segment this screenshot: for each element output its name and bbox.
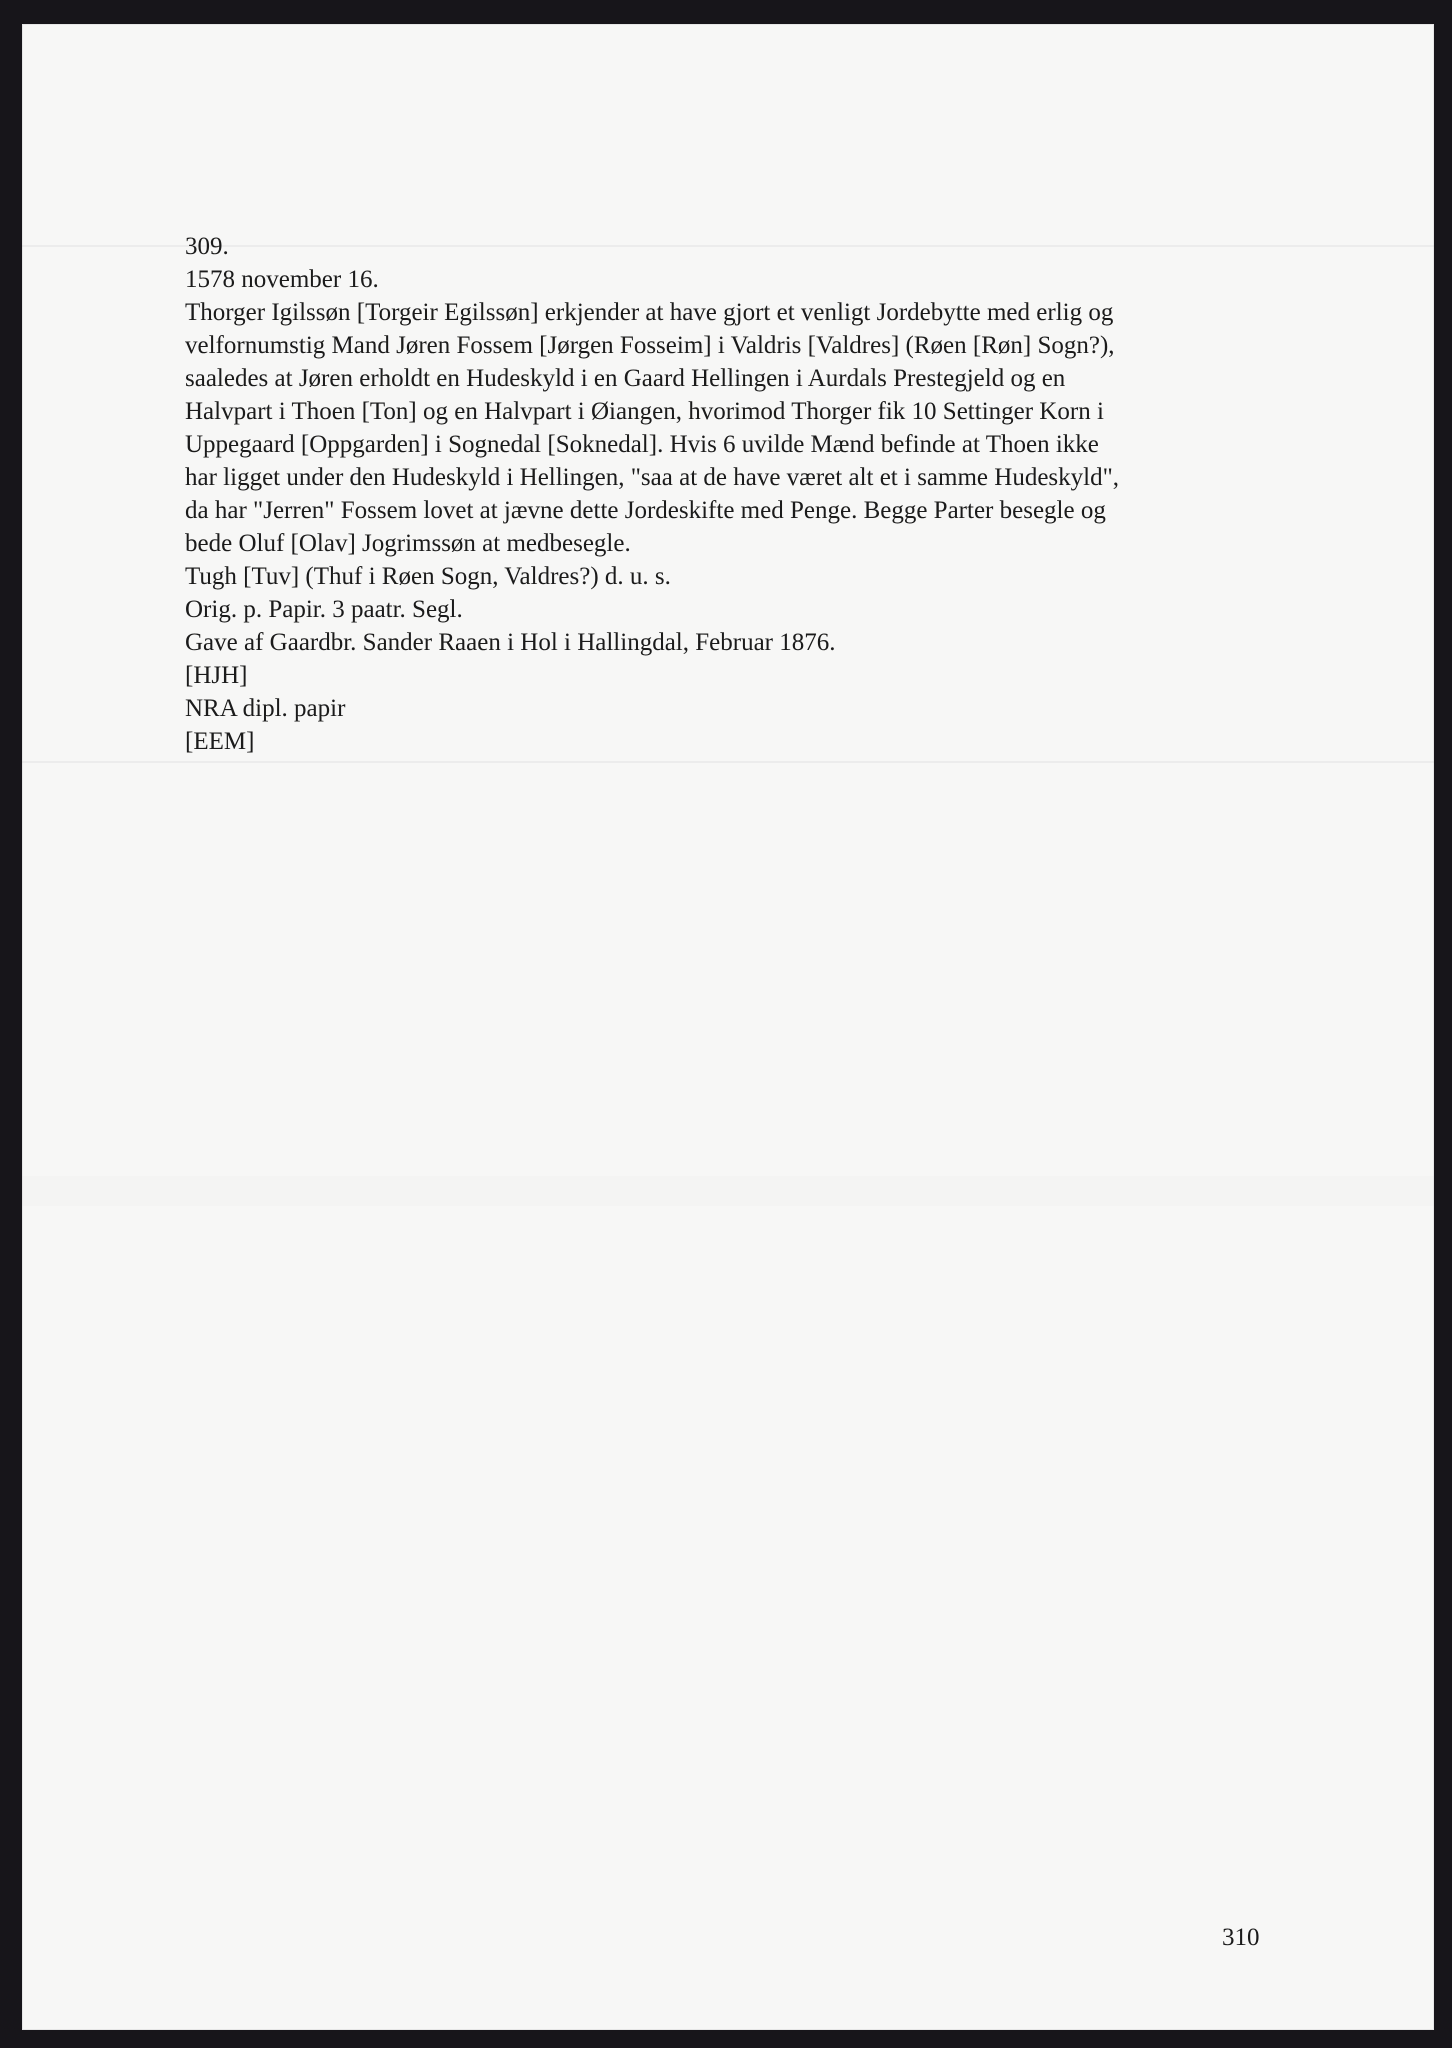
entry-original: Orig. p. Papir. 3 paatr. Segl. bbox=[185, 596, 463, 623]
entry-body-line: Halvpart i Thoen [Ton] og en Halvpart i Øiangen, hvorimod Thorger fik 10 Settinger Korn i bbox=[185, 398, 1104, 425]
page-number: 310 bbox=[1222, 1924, 1260, 1951]
entry-provenance: Gave af Gaardbr. Sander Raaen i Hol i Hallingdal, Februar 1876. bbox=[185, 629, 836, 656]
entry-body-line: bede Oluf [Olav] Jogrimssøn at medbesegle. bbox=[185, 530, 631, 557]
entry-body-line: Uppegaard [Oppgarden] i Sognedal [Soknedal]. Hvis 6 uvilde Mænd befinde at Thoen ikke bbox=[185, 431, 1099, 458]
entry-date: 1578 november 16. bbox=[185, 266, 379, 293]
entry-place: Tugh [Tuv] (Thuf i Røen Sogn, Valdres?) d. u. s. bbox=[185, 563, 671, 590]
document-page bbox=[22, 24, 1434, 2030]
scan-artifact bbox=[22, 1176, 1434, 1206]
entry-body-line: saaledes at Jøren erholdt en Hudeskyld i en Gaard Hellingen i Aurdals Prestegjeld og en bbox=[185, 365, 1066, 392]
entry-editor: [HJH] bbox=[185, 662, 248, 689]
entry-body-line: har ligget under den Hudeskyld i Hellingen, "saa at de have været alt et i samme Hudeskyld", bbox=[185, 464, 1120, 491]
entry-body-line: da har "Jerren" Fossem lovet at jævne dette Jordeskifte med Penge. Begge Parter besegle og bbox=[185, 497, 1106, 524]
scan-artifact bbox=[22, 761, 1434, 763]
diploma-entry bbox=[185, 230, 1285, 758]
entry-editor: [EEM] bbox=[185, 728, 255, 755]
entry-archive: NRA dipl. papir bbox=[185, 695, 346, 722]
entry-number: 309. bbox=[185, 233, 229, 260]
entry-body-line: Thorger Igilssøn [Torgeir Egilssøn] erkjender at have gjort et venligt Jordebytte med erlig og bbox=[185, 299, 1114, 326]
entry-body-line: velfornumstig Mand Jøren Fossem [Jørgen Fosseim] i Valdris [Valdres] (Røen [Røn] Sogn?), bbox=[185, 332, 1115, 359]
